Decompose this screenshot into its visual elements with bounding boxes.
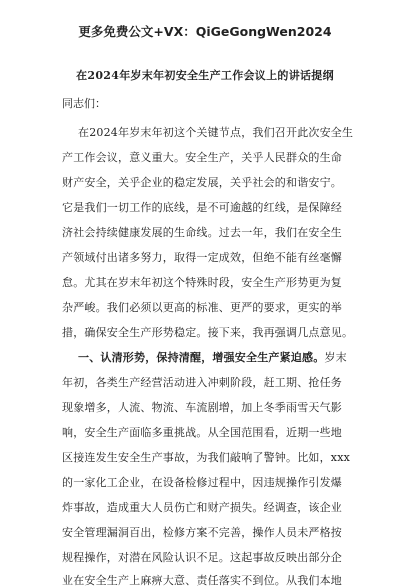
paragraph-line: 区接连发生安全生产事故，为我们敲响了警钟。比如，xxx <box>62 451 351 464</box>
page-header: 更多免费公文+VX：QiGeGongWen2024 <box>78 24 332 39</box>
paragraph-line: 杂严峻。我们必须以更高的标准、更严的要求，更实的举 <box>62 301 342 314</box>
paragraph-line: 的一家化工企业，在设备检修过程中，因违规操作引发爆 <box>62 476 342 489</box>
document-title: 在2024年岁末年初安全生产工作会议上的讲话提纲 <box>76 69 334 82</box>
salutation: 同志们： <box>62 97 106 110</box>
paragraph-line: 年初，各类生产经营活动进入冲刺阶段，赶工期、抢任务 <box>62 376 342 389</box>
section-heading-line <box>78 349 347 365</box>
paragraph-line: 规程操作，对潜在风险认识不足。这起事故反映出部分企 <box>62 551 342 564</box>
paragraph-line: 怠。尤其在岁末年初这个特殊时段，安全生产形势更为复 <box>62 276 342 289</box>
paragraph-line: 措，确保安全生产形势稳定。接下来，我再强调几点意见。 <box>62 326 354 339</box>
paragraph-line: 它是我们一切工作的底线，是不可逾越的红线，是保障经 <box>62 201 342 214</box>
paragraph-line: 财产安全，关乎企业的稳定发展，关乎社会的和谐安宁。 <box>62 176 342 189</box>
section-heading: 一、认清形势，保持清醒，增强安全生产紧迫感。 <box>78 351 325 364</box>
paragraph-line: 现象增多，人流、物流、车流剧增，加上冬季雨雪天气影 <box>62 401 342 414</box>
paragraph-line: 安全管理漏洞百出，检修方案不完善，操作人员未严格按 <box>62 526 342 539</box>
section-text: 岁末 <box>324 351 347 364</box>
paragraph-line: 响，安全生产面临多重挑战。从全国范围看，近期一些地 <box>62 426 342 439</box>
paragraph-line: 炸事故，造成重大人员伤亡和财产损失。经调查，该企业 <box>62 501 342 514</box>
paragraph-line: 业在安全生产上麻痹大意、责任落实不到位。从我们本地 <box>62 574 342 587</box>
paragraph-line: 产工作会议，意义重大。安全生产，关乎人民群众的生命 <box>62 151 342 164</box>
paragraph-line: 产领域付出诸多努力，取得一定成效，但绝不能有丝毫懈 <box>62 251 342 264</box>
paragraph-line: 济社会持续健康发展的生命线。过去一年，我们在安全生 <box>62 226 342 239</box>
paragraph-line: 在2024年岁末年初这个关键节点，我们召开此次安全生 <box>78 126 354 139</box>
